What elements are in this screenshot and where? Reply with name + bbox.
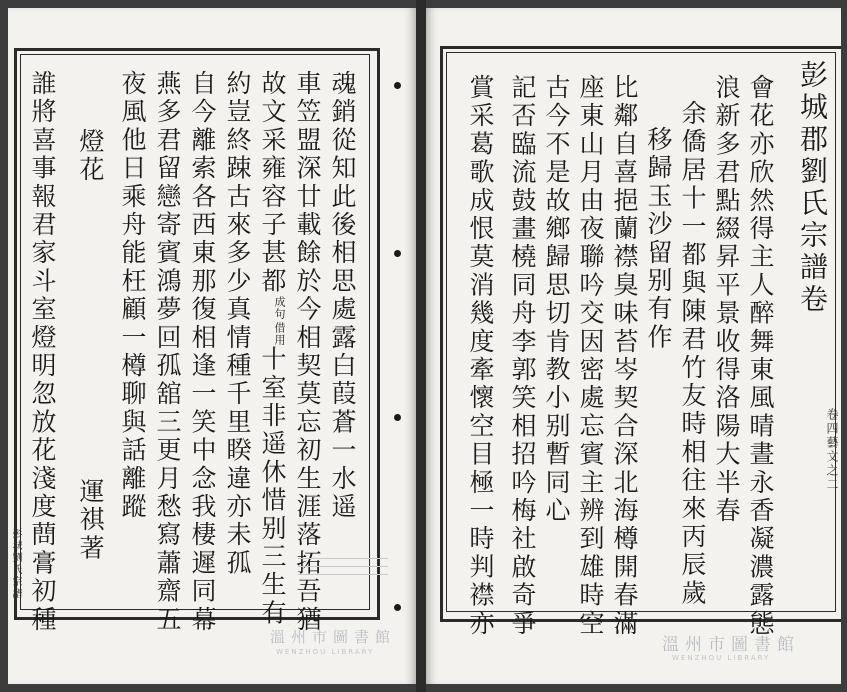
right-inner-frame <box>446 52 836 612</box>
postmark-line <box>298 566 388 567</box>
section-heading-denghua: 燈花 <box>76 128 105 185</box>
left-margin-text: 彭城劉氏宗譜 <box>10 528 21 600</box>
author-credit: 運祺著 <box>76 478 105 563</box>
note-top: 借用 <box>273 321 286 346</box>
left-column-1: 魂銷從知此後相思處露白葭蒼一水遥 <box>328 70 357 522</box>
title-tail: 卷 <box>796 284 829 316</box>
left-column-4: 約豈終踈古來多少真情種千里睽違亦未孤 <box>223 70 252 578</box>
left-column-7: 夜風他日乘舟能枉顧一樽聊與話離蹤 <box>118 70 147 522</box>
right-column-9: 賞采葛歌成恨莫消幾度牽懷空目極一時判襟亦 <box>466 74 495 638</box>
inline-annotation <box>274 296 285 346</box>
left-column-3-tail: 十室非遥休惜别三生有 <box>258 345 287 628</box>
left-column-2: 車笠盟深廿載餘於今相契莫忘初生涯落拓吾猶 <box>293 70 322 634</box>
right-column-4: 移歸玉沙留别有作 <box>644 126 673 352</box>
postmark-line <box>298 558 388 559</box>
right-page <box>426 8 841 684</box>
right-column-1: 會花亦欣然得主人醉舞東風晴晝永香凝濃露態 <box>746 74 775 638</box>
right-column-3: 余僑居十一都與陳君竹友時相往來丙辰歲 <box>678 100 707 608</box>
left-column-5: 自今離索各西東那復相逢一笑中念我棲遲同幕 <box>188 70 217 634</box>
left-column-3 <box>260 70 285 628</box>
title-text: 彭城郡劉氏宗譜 <box>796 60 829 284</box>
watermark-text: 溫州市圖書館 <box>270 628 397 646</box>
note-bottom: 成句 <box>273 295 286 320</box>
right-column-6: 座東山月由夜聯吟交因密處忘賓主辨到雄時空 <box>576 74 605 638</box>
book-gutter <box>416 0 426 692</box>
watermark-text: 溫州市圖書館 <box>662 635 800 655</box>
left-page <box>8 8 416 684</box>
watermark-subtext: WENZHOU LIBRARY <box>276 648 375 656</box>
left-column-9: 誰將喜事報君家斗室燈明忽放花淺度蔄膏初種 <box>28 70 57 634</box>
right-margin-text: 卷四藝文之二 <box>825 408 839 492</box>
binding-hole <box>394 604 401 611</box>
right-column-7: 古今不是故鄉歸思切肯教小别暫同心 <box>542 74 571 526</box>
right-column-2: 浪新多君點綴昇平景收得洛陽大半春 <box>712 74 741 526</box>
binding-hole <box>394 82 401 89</box>
right-column-8: 記否臨流鼓畫橈同舟李郭笑相招吟梅社啟奇爭 <box>508 74 537 638</box>
right-column-5: 比鄰自喜挹蘭襟臭味苔岑契合深北海樽開春滿 <box>610 74 639 638</box>
binding-hole <box>394 414 401 421</box>
left-column-3-head: 故文采雍容子甚都 <box>258 70 287 296</box>
postmark-line <box>298 574 388 575</box>
binding-hole <box>394 250 401 257</box>
genealogy-title <box>792 60 832 316</box>
watermark-subtext: WENZHOU LIBRARY <box>672 654 771 662</box>
left-column-6: 燕多君留戀寄賓鴻夢回孤舘三更月愁寫蕭齋五 <box>153 70 182 634</box>
